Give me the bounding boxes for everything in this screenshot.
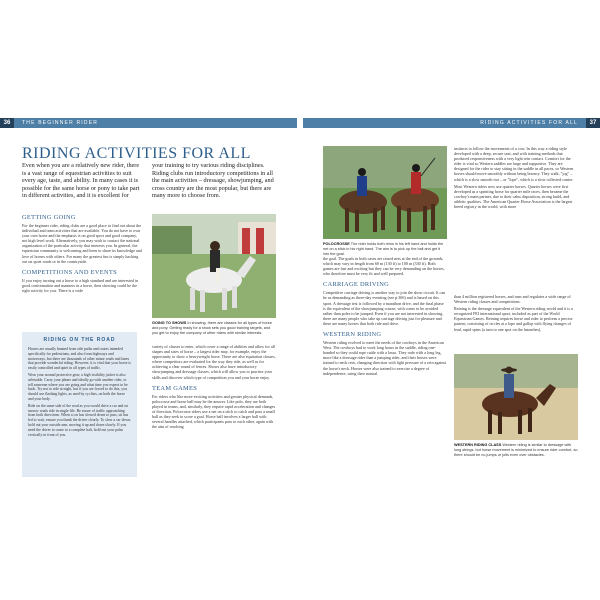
book-spread <box>0 118 600 478</box>
photo-going-to-shows <box>152 214 276 318</box>
col4-text-2: Most Western riders now use quarter horses. Quarter horses were first developed as a sprinting horse for quarter mile races, then became the cowboy's main partner, due to their calm disposition, strong build, and athletic qualities. The American Quarter Horse Association is the largest breed registry in the world, with more <box>454 183 573 210</box>
caption-western-label: WESTERN RIDING CLASS <box>454 443 502 447</box>
riding-on-road-sidebar <box>22 332 137 477</box>
sidebar-heading: RIDING ON THE ROAD <box>43 337 116 343</box>
column-4-lower <box>454 294 578 332</box>
western-horse-illustration <box>454 354 578 440</box>
carriage-driving-text: Competitive carriage driving is another way to join the show circuit. It can be as demanding as three-day eventing (see p.306) and is based on this sport. A dressage test is followed by a marathon drive, and the final phase is the equivalent of the showjumping course, with cones to be avoided rather than poles to be jumped. Even if you are not interested in showing, there are many people who take up carriage driving just for pleasure and there are many horses that both ride and drive. <box>323 290 446 326</box>
western-riding-heading: WESTERN RIDING <box>323 331 382 339</box>
show-horse-illustration <box>152 214 276 318</box>
col4-text-1: instincts to follow the movements of a cow. In this way a riding style developed with a deep, secure seat, and with training methods that produced responsiveness with a very light rein contact. Comfort for the rider is vital so Western saddles are large and supportive. They are designed for the rider to stay sitting in the saddle in all paces, so Western horses should move smoothly without being bouncy. They walk, "jog" – which is a slow smooth trot – or "lope", which is a slow collected canter. <box>454 146 574 182</box>
getting-going-text: For the beginner rider, riding clubs are a good place to find out about the individual and team activities that are available. You do not have to own your own horse and the emphasis is on good sport and good company, not high level work. Alternatively, you may wish to contact the national organization of the particular activity that interests you. In general, the equestrian community is welcoming and keen to share its knowledge and love of horses with others. For many the greatest fun is simply hacking out on quiet roads or in the countryside. <box>22 223 142 264</box>
intro-left: Even when you are a relatively new rider, there is a vast range of equestrian activities to suit every age, taste, and ability. In many cases it is possible for the same horse or pony to take part in different activities, and it is excellent for <box>22 162 140 200</box>
competitions-text: If you enjoy turning out a horse to a high standard and are interested in good conformation and manners in a horse, then showing could be the right activity for you. There is a wide <box>22 277 139 293</box>
caption-going-to-shows <box>152 321 276 335</box>
column-1 <box>22 214 142 293</box>
western-riding-text: Western riding evolved to meet the needs of the cowboys in the American West. The cowboys had to work long hours in the saddle, riding one-handed so they could rope cattle with a lasso. They rode with a long leg, more like a dressage rider than a jumping rider, and their horses were trained to neck rein, changing direction with light pressure of a rein against the horse's neck. Horses were also trained to exercise a degree of independence, using their natural <box>323 340 447 376</box>
left-running-title: THE BEGINNER RIDER <box>22 120 99 126</box>
caption-polo-label: POLOCROSSE <box>323 242 350 246</box>
caption-western-riding <box>454 443 578 457</box>
photo-western-riding <box>454 354 578 440</box>
team-games-text: For riders who like more exciting activities and greater physical demands, polocrosse and horse ball may be the answer. Like polo, they are both played in teams, and, similarly, they require rapid acceleration and changes of direction. Polocrosse riders use a net on a stick to catch and pass a small ball as they seek to score a goal. Horse ball involves a larger ball with several handles attached, which participants pass to each other, again with the aim of reaching <box>152 393 276 430</box>
col4-text-3: than 4 million registered horses, and runs and regulates a wide range of Western riding classes and competitions. <box>454 294 571 305</box>
col4-text-4: Reining is the dressage equivalent of the Western riding world and it is a recognized FEI international sport, included as part of the World Equestrian Games. Reining requires horse and rider to perform a precise pattern, consisting of circles at a lope and gallop with flying changes of lead, rapid spins (a turn to one spot on the haunches), <box>454 306 573 332</box>
caption-polo-text: The rider holds both reins in his left hand and holds the net on a stick in his right hand. The aim is to pick up the ball and get it into the goal. <box>323 242 444 256</box>
caption-polocrosse <box>323 242 447 256</box>
team-games-heading: TEAM GAMES <box>152 384 198 392</box>
caption-shows-text: In showing, there are classes for all types of horse and pony. Getting ready for a show sets you good training targets, and you get to enjoy the company of other riders with similar interests. <box>152 321 272 335</box>
col2-text: variety of classes to enter, which cover a range of abilities and allow for all shapes and sizes of horse – a largest rider may, for example, enjoy the opportunity to show a heavyweight horse. There are also equitation classes, where competitors are evaluated for the way they ride, as well as for achieving a clear round of fences. Shows also have introductory showjumping and dressage classes, which will allow you to practise your skills and discover which type of competition you and your horse enjoy. <box>152 344 276 380</box>
column-2 <box>152 344 276 429</box>
sidebar-paragraph-1: Horses are usually banned from ride paths and routes intended specifically for pedestrians, and also from highways and motorways, but there are thousands of other minor roads and lanes that provide wonderful riding. However, it is vital that your horse is easily controlled and quiet in all types of traffic. <box>28 347 131 371</box>
carriage-driving-heading: CARRIAGE DRIVING <box>323 281 390 289</box>
column-3 <box>323 256 447 376</box>
sidebar-paragraph-2: Wear your normal protective gear; a high visibility jacket is also advisable. Carry your phone and ideally go with another rider, or tell someone where you are going and what time you expect to be back. Try not to ride at night, but if you are forced to do this, you should use flashing lights, as used by cyclists, on both the horse and your body. <box>28 372 128 401</box>
intro-right: your training to try various riding disciplines. Riding clubs run introductory competitions in all the main activities – dressage, showjumping, and cross country are the most popular, but there are many more to choose from. <box>152 162 274 200</box>
getting-going-heading: GETTING GOING <box>22 214 76 221</box>
caption-shows-label: GOING TO SHOWS <box>152 321 187 325</box>
right-running-title: RIDING ACTIVITIES FOR ALL <box>480 120 578 126</box>
sidebar-paragraph-3: Ride on the same side of the road as you would drive a car and on narrow roads ride in single file. Be aware of traffic approaching from both directions. When a car has slowed down to pass, sit has led to wait, ensure you thank the driver clearly. To slow a car down, hold out your outside arm, moving it up and down slowly. If you need the driver to come to a complete halt, hold out your palm vertically in front of you. <box>28 403 131 437</box>
col3-text: the goal. The goals in both cases are raised nets at the end of the grounds, which may vary in length from 60 m (130 ft) to 100 m (330 ft). Both games are fast and exciting but they can be very demanding on the horses, who therefore must be very fit and well prepared. <box>323 256 445 277</box>
photo-polocrosse <box>323 146 447 239</box>
left-page-number: 36 <box>0 118 14 128</box>
right-page-number: 37 <box>586 118 600 128</box>
polocrosse-illustration <box>323 146 447 239</box>
page-title: RIDING ACTIVITIES FOR ALL <box>22 145 251 162</box>
column-4 <box>454 146 578 209</box>
competitions-heading: COMPETITIONS AND EVENTS <box>22 268 117 276</box>
caption-western-text: Western riding is similar to dressage with long strings, but horse movement is minimized to ensure rider comfort, so there should be no jumps or jolts even over obstacles. <box>454 443 578 457</box>
